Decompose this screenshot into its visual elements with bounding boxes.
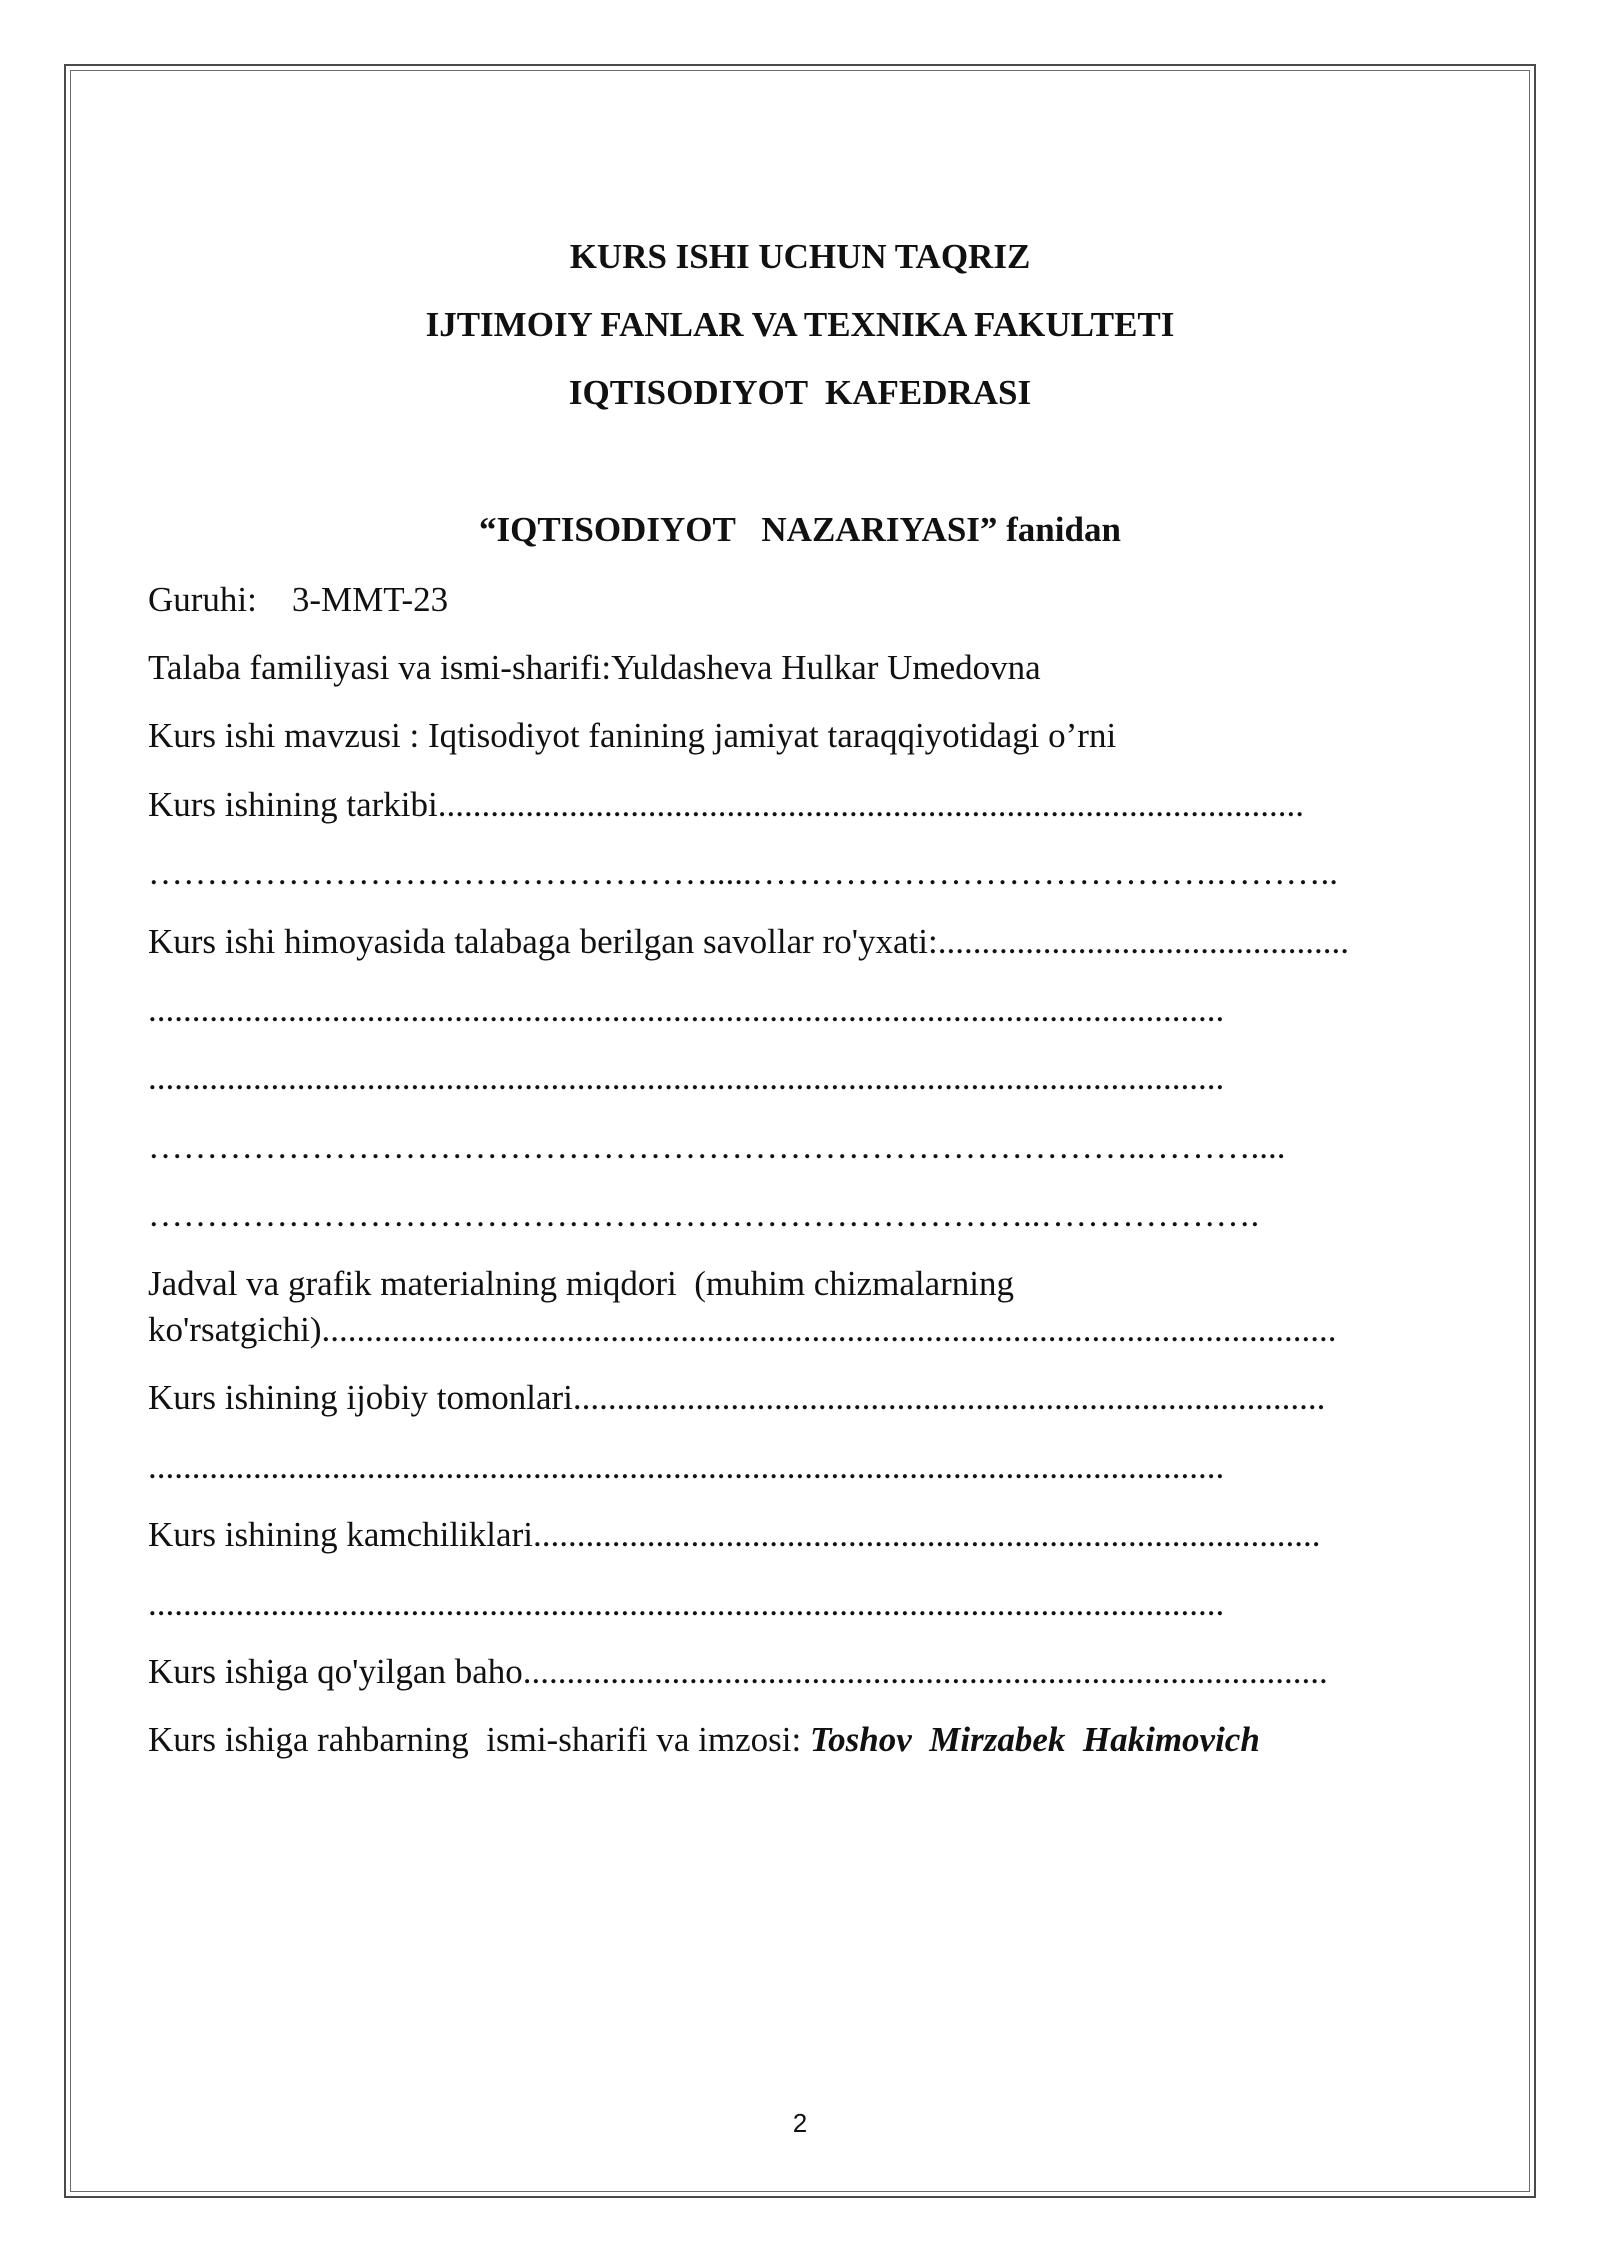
structure-line: Kurs ishining tarkibi................................................................................................... xyxy=(148,785,1304,824)
group-line: Guruhi: 3-MMT-23 xyxy=(148,580,449,619)
tables-line: Jadval va grafik materialning miqdori (muhim chizmalarning xyxy=(148,1264,1014,1303)
tables-line-continued: ko'rsatgichi).................................................................................................................... xyxy=(148,1310,1337,1349)
faculty-heading: IJTIMOIY FANLAR VA TEXNIKA FAKULTETI xyxy=(425,305,1175,344)
positives-continuation-line: ........................................................................................................................... xyxy=(148,1447,1225,1486)
supervisor-name: Toshov Mirzabek Hakimovich xyxy=(809,1720,1260,1759)
document-title: KURS ISHI UCHUN TAQRIZ xyxy=(569,237,1031,276)
questions-line: Kurs ishi himoyasida talabaga berilgan savollar ro'yxati:............................................... xyxy=(148,922,1349,961)
supervisor-line xyxy=(148,1720,1458,1760)
page-number: 2 xyxy=(792,2108,808,2138)
subject-heading: “IQTISODIYOT NAZARIYASI” fanidan xyxy=(479,510,1121,549)
student-name-line: Talaba familiyasi va ismi-sharifi:Yuldasheva Hulkar Umedovna xyxy=(148,648,1041,687)
structure-continuation-line: ………………………………………….....………………………………….……….. xyxy=(148,853,1338,892)
topic-line: Kurs ishi mavzusi : Iqtisodiyot fanining jamiyat taraqqiyotidagi o’rni xyxy=(148,716,1117,755)
shortcomings-continuation-line: ........................................................................................................................... xyxy=(148,1584,1225,1623)
questions-continuation-line: …………………………………………………………………..………………. xyxy=(148,1195,1260,1234)
questions-continuation-line: ........................................................................................................................... xyxy=(148,990,1225,1029)
questions-continuation-line: ........................................................................................................................... xyxy=(148,1058,1225,1097)
shortcomings-line: Kurs ishining kamchiliklari.......................................................................................... xyxy=(148,1515,1321,1554)
positives-line: Kurs ishining ijobiy tomonlari...................................................................................... xyxy=(148,1378,1326,1417)
department-heading: IQTISODIYOT KAFEDRASI xyxy=(568,373,1032,412)
grade-line: Kurs ishiga qo'yilgan baho............................................................................................ xyxy=(148,1652,1328,1691)
supervisor-label: Kurs ishiga rahbarning ismi-sharifi va imzosi: xyxy=(148,1720,810,1759)
questions-continuation-line: …………………………………………………………………………..……….... xyxy=(148,1127,1286,1166)
